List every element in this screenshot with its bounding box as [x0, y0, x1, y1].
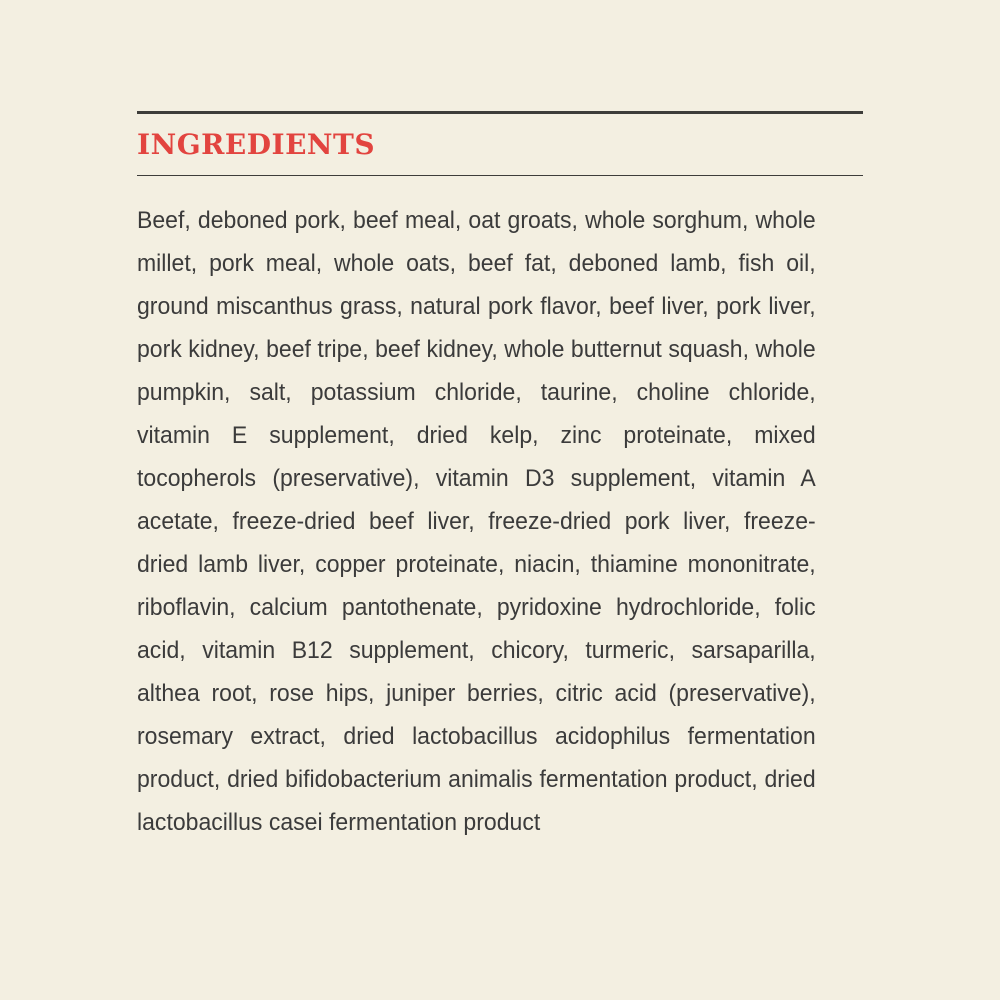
ingredients-list: Beef, deboned pork, beef meal, oat groats, whole sorghum, whole millet, pork meal, whole oats, beef fat, deboned lamb, fish oil, ground miscanthus grass, natural pork flavor, beef liver, pork liver, pork kidney, beef tripe, beef kidney, whole butternut squash, whole pumpkin, salt, potassium chloride, taurine, choline chloride, vitamin E supplement, dried kelp, zinc proteinate, mixed tocopherols (preservative), vitamin D3 supplement, vitamin A acetate, freeze-dried beef liver, freeze-dried pork liver, freeze-dried lamb liver, copper proteinate, niacin, thiamine mononitrate, riboflavin, calcium pantothenate, pyridoxine hydrochloride, folic acid, vitamin B12 supplement, chicory, turmeric, sarsaparilla, althea root, rose hips, juniper berries, citric acid (preservative), rosemary extract, dried lactobacillus acidophilus fermentation product, dried bifidobacterium animalis fermentation product, dried lactobacillus casei fermentation product [137, 207, 816, 836]
heading-divider [137, 175, 863, 176]
top-divider [137, 111, 863, 114]
ingredients-heading: INGREDIENTS [137, 128, 376, 161]
